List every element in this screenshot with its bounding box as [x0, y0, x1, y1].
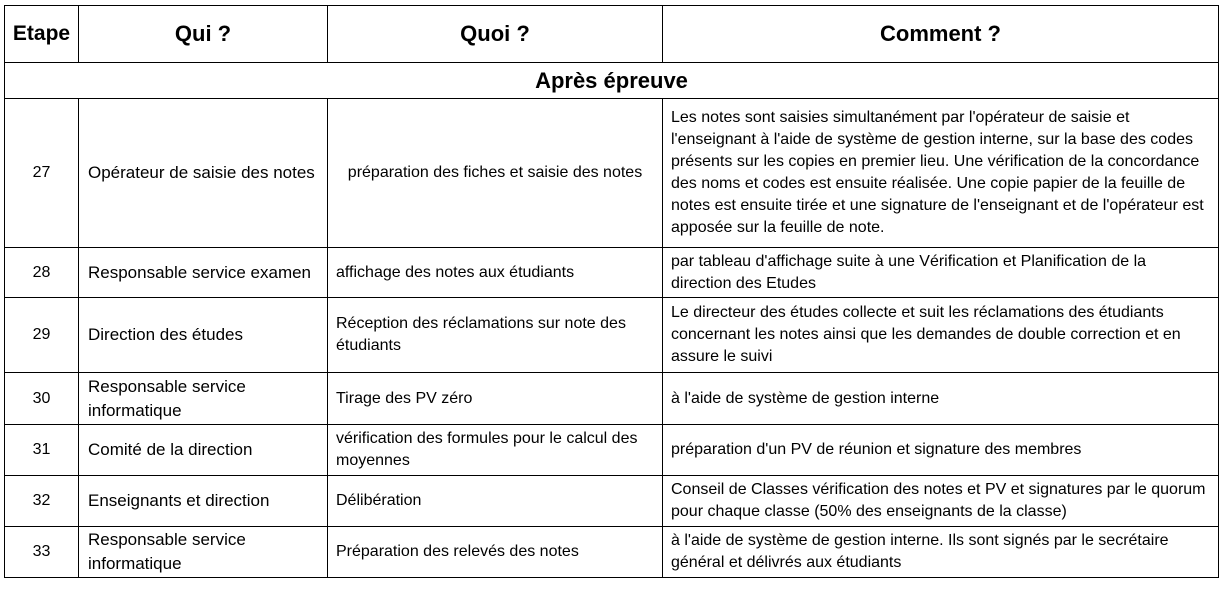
section-title: Après épreuve — [5, 63, 1219, 99]
header-qui: Qui ? — [79, 6, 328, 63]
row-quoi: Préparation des relevés des notes — [328, 527, 663, 578]
row-qui: Responsable service informatique — [79, 373, 328, 425]
row-qui: Opérateur de saisie des notes — [79, 99, 328, 248]
header-comment: Comment ? — [663, 6, 1219, 63]
row-quoi: Tirage des PV zéro — [328, 373, 663, 425]
table-row — [5, 373, 1219, 425]
row-etape: 29 — [5, 298, 79, 373]
row-comment: à l'aide de système de gestion interne — [663, 373, 1219, 425]
row-etape: 30 — [5, 373, 79, 425]
row-etape: 28 — [5, 248, 79, 298]
row-qui: Responsable service informatique — [79, 527, 328, 578]
row-quoi: affichage des notes aux étudiants — [328, 248, 663, 298]
row-quoi: préparation des fiches et saisie des notes — [328, 99, 663, 248]
row-comment: Conseil de Classes vérification des notes et PV et signatures par le quorum pour chaque classe (50% des enseignants de la classe) — [663, 476, 1219, 527]
table-row — [5, 298, 1219, 373]
row-quoi: Délibération — [328, 476, 663, 527]
row-qui: Enseignants et direction — [79, 476, 328, 527]
table-row — [5, 248, 1219, 298]
section-row — [5, 63, 1219, 99]
header-row — [5, 6, 1219, 63]
row-quoi: Réception des réclamations sur note des étudiants — [328, 298, 663, 373]
table-row — [5, 99, 1219, 248]
row-comment: par tableau d'affichage suite à une Vérification et Planification de la direction des Etudes — [663, 248, 1219, 298]
row-qui: Direction des études — [79, 298, 328, 373]
header-etape: Etape — [5, 6, 79, 63]
row-qui: Comité de la direction — [79, 425, 328, 476]
row-comment: Le directeur des études collecte et suit les réclamations des étudiants concernant les notes ainsi que les demandes de double correction et en assure le suivi — [663, 298, 1219, 373]
row-quoi: vérification des formules pour le calcul des moyennes — [328, 425, 663, 476]
row-etape: 32 — [5, 476, 79, 527]
row-etape: 31 — [5, 425, 79, 476]
table-row — [5, 425, 1219, 476]
row-qui: Responsable service examen — [79, 248, 328, 298]
row-comment: à l'aide de système de gestion interne. Ils sont signés par le secrétaire général et délivrés aux étudiants — [663, 527, 1219, 578]
row-etape: 27 — [5, 99, 79, 248]
table-row — [5, 476, 1219, 527]
row-comment: Les notes sont saisies simultanément par l'opérateur de saisie et l'enseignant à l'aide de système de gestion interne, sur la base des codes présents sur les copies en premier lieu. Une vérification de la concordance des noms et codes est ensuite réalisée. Une copie papier de la feuille de notes est ensuite tirée et une signature de l'enseignant et de l'opérateur est apposée sur la feuille de note. — [663, 99, 1219, 248]
row-etape: 33 — [5, 527, 79, 578]
header-quoi: Quoi ? — [328, 6, 663, 63]
table-row — [5, 527, 1219, 578]
procedure-table — [4, 5, 1219, 578]
row-comment: préparation d'un PV de réunion et signature des membres — [663, 425, 1219, 476]
